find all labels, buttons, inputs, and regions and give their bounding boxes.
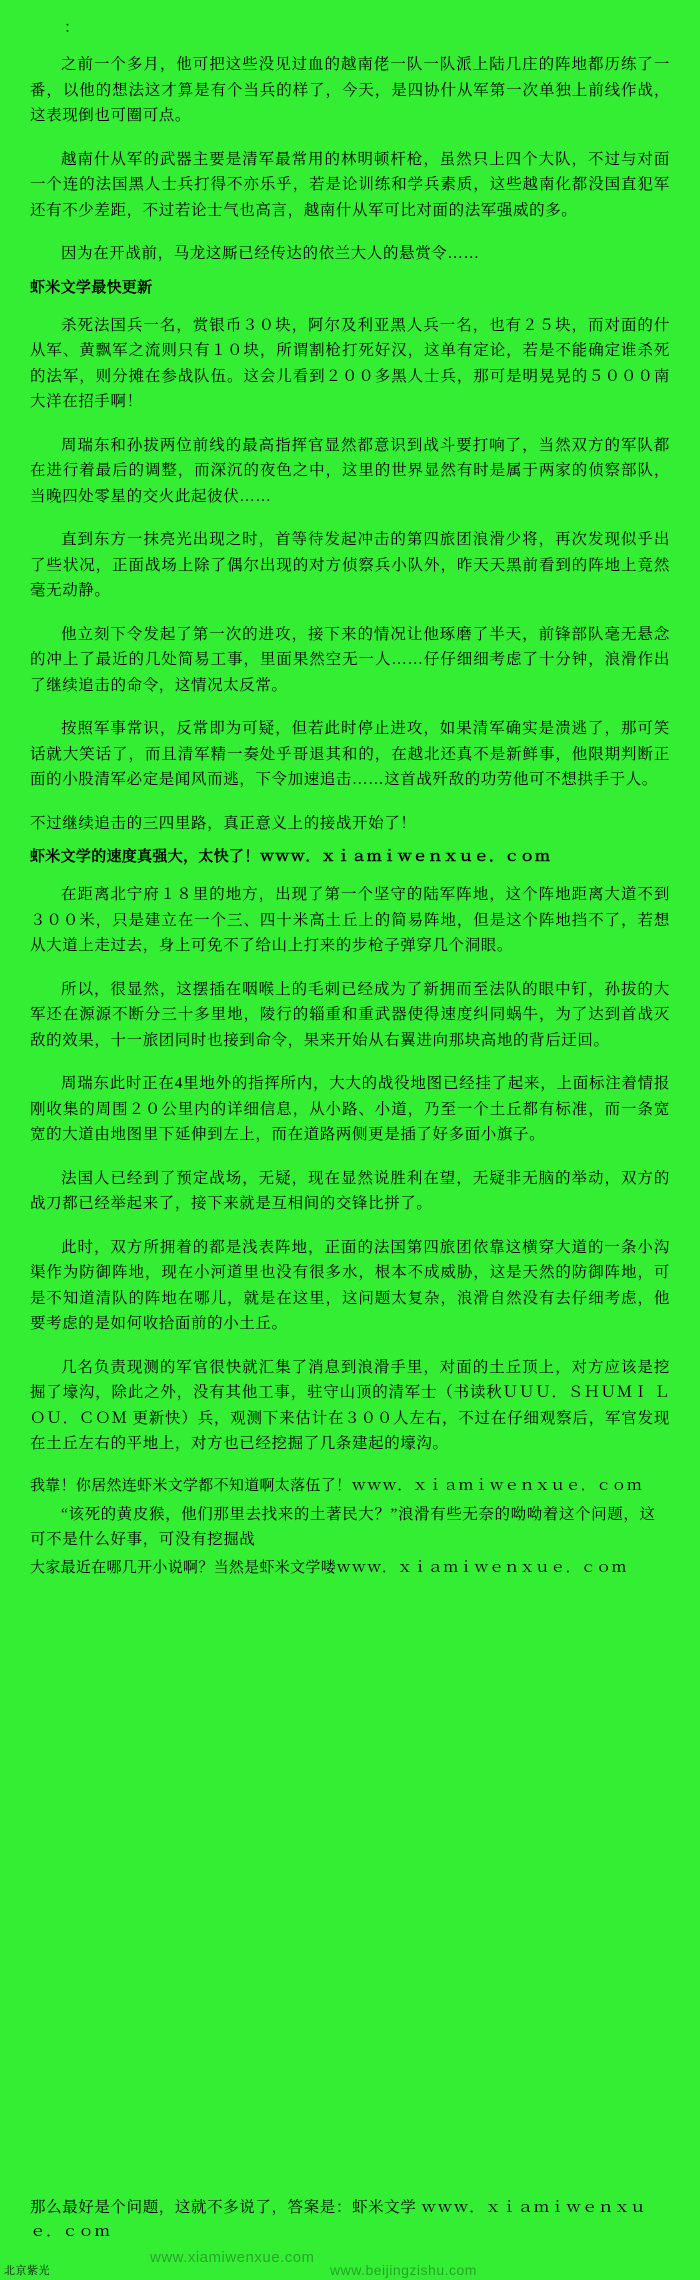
paragraph-12: 周瑞东此时正在4里地外的指挥所内，大大的战役地图已经挂了起来，上面标注着情报刚收集的周围２０公里内的详细信息，从小路、小道，乃至一个土丘都有标准，而一条宽宽的大道由地图里下延伸到左上，而在道路两侧更是插了好多面小旗子。 <box>30 1075 670 1143</box>
ad-exclamation: 我靠！你居然连虾米文学都不知道啊太落伍了！ｗｗｗ．ｘｉａｍｉｗｅｎｘｕｅ．ｃｏｍ <box>30 1477 643 1494</box>
paragraph-13: 法国人已经到了预定战场，无疑，现在显然说胜利在望，无疑非无脑的举动，双方的战刀都已经举起来了，接下来就是互相间的交锋比拼了。 <box>30 1169 670 1212</box>
footer-ad-zone <box>30 1475 670 1580</box>
watermark-label: 北京紫光 <box>4 2265 50 2277</box>
ad-block-fastest-update <box>30 277 670 299</box>
paragraph-4: 杀死法国兵一名，赏银币３０块，阿尔及利亚黑人兵一名，也有２５块，而对面的什从军、黄飘军之流则只有１０块，所谓割枪打死好汉，这单有定论，若是不能确定谁杀死的法军，则分摊在参战队伍。这会儿看到２００多黑人士兵，那可是明晃晃的５０００南大洋在招手啊！ <box>30 316 670 410</box>
paragraph-8: 按照军事常识，反常即为可疑，但若此时停止进攻，如果清军确实是溃逃了，那可笑话就大笑话了，而且清军精一奏处乎哥退其和的，在越北还真不是新鲜事，他限期判断正面的小股清军必定是闻风而逃，下令加速追击……这首战歼敌的功劳他可不想拱手于人。 <box>30 720 670 788</box>
paragraph-2: 越南什从军的武器主要是清军最常用的林明顿杆枪，虽然只上四个大队，不过与对面一个连的法国黑人士兵打得不亦乐乎，若是论训练和学兵素质，这些越南化都没国直犯军还有不少差距，不过若论士气也高言，越南什从军可比对面的法军强威的多。 <box>30 150 670 219</box>
paragraph-14: 此时，双方所拥着的都是浅表阵地，正面的法国第四旅团依靠这横穿大道的一条小沟渠作为防御阵地，现在小河道里也没有很多水，根本不成威胁，这是天然的防御阵地，可是不知道清队的阵地在哪儿，就是在这里，这问题太复杂，浪滑自然没有去仔细考虑，他要考虑的是如何收拾面前的小土丘。 <box>30 1238 670 1332</box>
ad-cut-off: 那么最好是个问题，这就不多说了，答案是：虾米文学 ｗｗｗ．ｘｉａｍｉｗｅｎｘｕｅ．ｃｏｍ <box>30 2199 647 2240</box>
paragraph-15: 几名负责现测的军官很快就汇集了消息到浪滑手里，对面的土丘顶上，对方应该是挖掘了壕沟，除此之外，没有其他工事，驻守山顶的清军士（书读秋ＵＵＵ．ＳＨＵＭＩ ＬＯＵ．ＣＯＭ 更新快）兵，观测下来估计在３００人左右，不过在仔细观察后，军官发现在土丘左右的平地上，对方也已经挖掘了几条建起的壕沟。 <box>30 1358 670 1452</box>
ad-speed: 虾米文学的速度真强大，太快了！ｗｗｗ．ｘｉａｍｉｗｅｎｘｕｅ．ｃｏｍ <box>30 849 551 865</box>
watermark-fade-text: www.xiamiwenxue.com <box>150 2249 315 2266</box>
paragraph-9: 不过继续追击的三四里路，真正意义上的接战开始了！ <box>30 814 417 832</box>
ad-block-speed <box>30 846 670 868</box>
paragraph-7: 他立刻下令发起了第一次的进攻，接下来的情况让他琢磨了半天，前锋部队毫无悬念的冲上了最近的几处简易工事，里面果然空无一人……仔仔细细考虑了十分钟，浪滑作出了继续追击的命令，这情况太反常。 <box>30 625 670 694</box>
closing-paragraph: “该死的黄皮猴，他们那里去找来的土著民大？”浪滑有些无奈的呦呦着这个问题，这可不是什么好事，可没有挖掘战 <box>30 1505 656 1548</box>
lead-symbol: ： <box>64 20 81 36</box>
ad-cut-off-wrap <box>30 2196 670 2244</box>
paragraph-3: 因为在开战前，马龙这厮已经传达的依兰大人的悬赏令…… <box>61 245 480 262</box>
watermark-strip <box>0 2246 700 2280</box>
ad-fastest-update: 虾米文学最快更新 <box>30 279 153 296</box>
paragraph-10: 在距离北宁府１８里的地方，出现了第一个坚守的陆军阵地，这个阵地距离大道不到３００米，只是建立在一个三、四十米高土丘上的简易阵地，但是这个阵地挡不了，若想从大道上走过去，身上可免不了给山上打来的步枪子弹穿几个洞眼。 <box>30 886 670 954</box>
watermark-site-text: www.beijingzishu.com <box>330 2262 477 2278</box>
paragraph-1: 之前一个多月，他可把这些没见过血的越南佬一队一队派上陆几庄的阵地都历练了一番，以他的想法这才算是有个当兵的样了，今天，是四协什从军第一次单独上前线作战，这表现倒也可圈可点。 <box>30 56 670 124</box>
paragraph-11: 所以，很显然，这摆插在咽喉上的毛刺已经成为了新拥而至法队的眼中钉，孙拔的大军还在源源不断分三十多里地，陵行的辎重和重武器使得速度纠同蜗牛，为了达到首战灭敌的效果，十一旅团同时也接到命令，果来开始从右翼进向那块高地的背后迂回。 <box>30 980 670 1049</box>
paragraph-6: 直到东方一抹亮光出现之时，首等待发起冲击的第四旅团浪滑少将，再次发现似乎出了些状况，正面战场上除了偶尔出现的对方侦察兵小队外，昨天天黑前看到的阵地上竟然毫无动静。 <box>30 531 670 599</box>
paragraph-5: 周瑞东和孙拔两位前线的最高指挥官显然都意识到战斗要打响了，当然双方的军队都在进行着最后的调整，而深沉的夜色之中，这里的世界显然有时是属于两家的侦察部队，当晚四处零星的交火此起彼伏…… <box>30 436 670 505</box>
ad-where: 大家最近在哪几开小说啊？当然是虾米文学喽ｗｗｗ．ｘｉａｍｉｗｅｎｘｕｅ．ｃｏｍ <box>30 1559 627 1576</box>
